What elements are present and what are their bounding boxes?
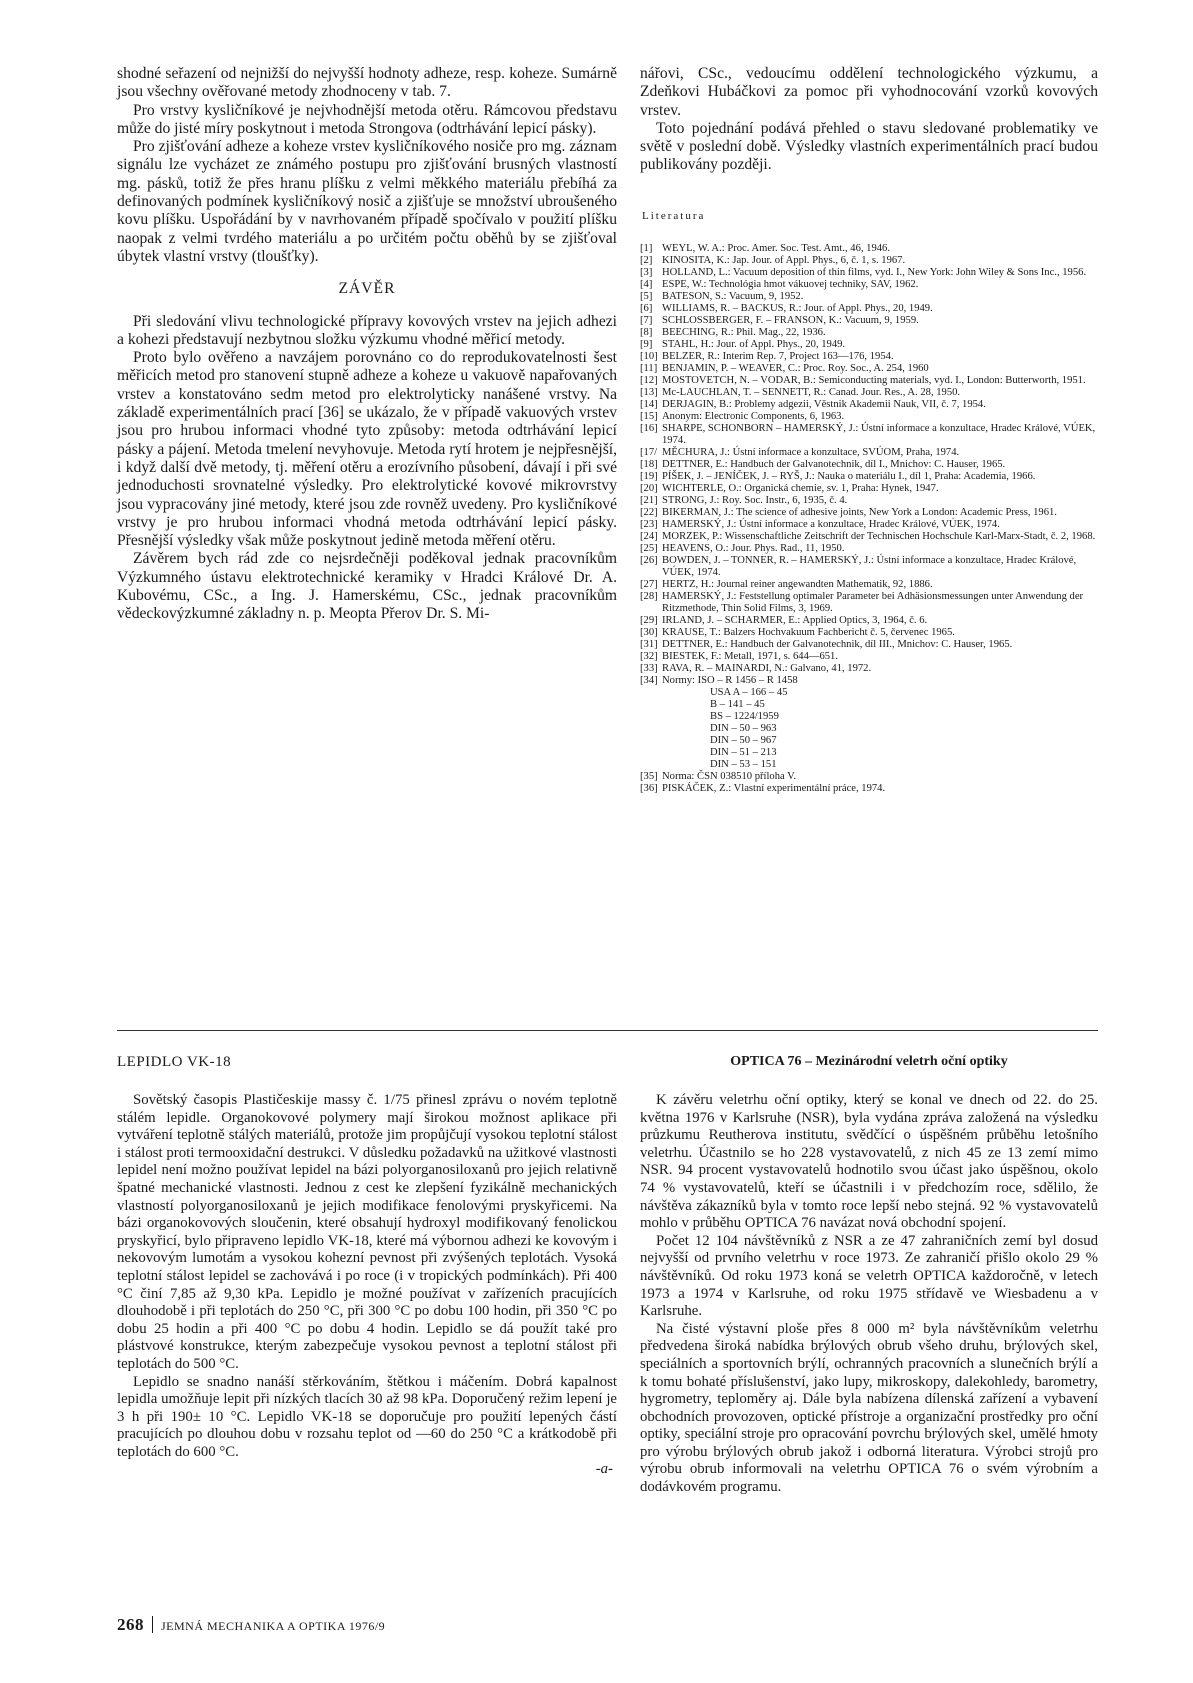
reference-item <box>640 483 1098 495</box>
reference-item <box>640 459 1098 471</box>
reference-item <box>640 651 1098 663</box>
reference-number: [17/ <box>640 447 658 459</box>
reference-item <box>640 411 1098 423</box>
reference-number: [14] <box>640 399 658 411</box>
reference-item <box>640 351 1098 363</box>
reference-number: [16] <box>640 423 658 435</box>
norm-entry: DIN – 50 – 967 <box>710 735 777 747</box>
reference-item <box>640 555 1098 579</box>
norm-entry: DIN – 50 – 963 <box>710 723 777 735</box>
reference-number: [29] <box>640 615 658 627</box>
reference-number: [32] <box>640 651 658 663</box>
reference-item <box>640 303 1098 315</box>
paragraph: Závěrem bych rád zde co nejsrdečněji poděkoval jednak pracovníkům Výzkumného ústavu elektrotechnické keramiky v Hradci Králové Dr. A. Kubovému, CSc., a Ing. J. Hamerskému, CSc., jednak pracovníkům vědeckovýzkumné základny n. p. Meopta Přerov Dr. S. Mi- <box>117 550 617 623</box>
reference-text: KRAUSE, T.: Balzers Hochvakuum Fachbericht č. 5, červenec 1965. <box>662 627 955 639</box>
reference-number: [30] <box>640 627 658 639</box>
reference-item <box>640 399 1098 411</box>
paragraph: K závěru veletrhu oční optiky, který se konal ve dnech od 22. do 25. května 1976 v Karlsruhe (NSR), byla vydána zpráva založená na výsledku průzkumu Reutherova institutu, svědčící o úspěšném průběhu letošního veletrhu. Účastnilo se ho 228 vystavovatelů, z nich 45 ze 13 zemí mimo NSR. 94 procent vystavovatelů hodnotilo svou účast jako úspěšnou, okolo 74 % vystavovatelů, kteří se účastnili i v předchozím roce, sdělilo, že návštěva zákazníků byla v tomto roce lepší nebo stejná. 92 % vystavovatelů mohlo v průběhu OPTICA 76 navázat nová obchodní spojení. <box>640 1092 1098 1232</box>
reference-text: HAMERSKÝ, J.: Ústní informace a konzultace, Hradec Králové, VÚEK, 1974. <box>662 519 1000 531</box>
reference-text: STRONG, J.: Roy. Soc. Instr., 6, 1935, č. 4. <box>662 495 848 507</box>
reference-item <box>640 375 1098 387</box>
reference-text: MĚCHURA, J.: Ústní informace a konzultace, SVÚOM, Praha, 1974. <box>662 447 960 459</box>
reference-text: Mc-LAUCHLAN, T. – SENNETT, R.: Canad. Jour. Res., A. 28, 1950. <box>662 387 961 399</box>
reference-number: [35] <box>640 771 658 783</box>
reference-text: BIKERMAN, J.: The science of adhesive joints, New York a London: Academic Press, 1961. <box>662 507 1057 519</box>
footer-divider <box>152 1616 153 1633</box>
reference-text: BELZER, R.: Interim Rep. 7, Project 163—176, 1954. <box>662 351 894 363</box>
reference-item <box>640 639 1098 651</box>
reference-number: [3] <box>640 267 653 279</box>
reference-item <box>640 615 1098 627</box>
author-signature: -a- <box>595 1461 613 1478</box>
reference-text: HERTZ, H.: Journal reiner angewandten Mathematik, 92, 1886. <box>662 579 933 591</box>
journal-name: JEMNÁ MECHANIKA A OPTIKA 1976/9 <box>161 1619 386 1633</box>
reference-text: PÍŠEK, J. – JENÍČEK, J. – RYŠ, J.: Nauka o materiálu I., díl 1, Praha: Academia, 1966. <box>662 471 1036 483</box>
reference-number: [18] <box>640 459 658 471</box>
paragraph: shodné seřazení od nejnižší do nejvyšší hodnoty adheze, resp. koheze. Sumárně jsou všechny ověřované metody zhodnoceny v tab. 7. <box>117 65 617 101</box>
reference-number: [19] <box>640 471 658 483</box>
paragraph: Proto bylo ověřeno a navzájem porovnáno co do reprodukovatelnosti šest měřicích metod pro stanovení stupně adheze a koheze u vakuově napařovaných vrstev a konstatováno sedm metod pro elektrolyticky nanášené vrstvy. Na základě experimentálních prací [36] se ukázalo, že v případě vakuových vrstev jsou pro hrubou informaci vhodné tyto způsoby: metoda odtrhávání lepicí pásky a pájení. Metoda tmelení nevyhovuje. Metoda rytí hrotem je nejpřesnější, i když další dvě metody, tj. měření otěru a erozívního působení, dávají i při své jednoduchosti srovnatelné výsledky. Pro elektrolytické kovové mikrovrstvy jsou vypracovány jiné metody, které jsou zde rovněž uvedeny. Pro kysličníkové vrstvy je pro hrubou informaci vhodná metoda odtrhávání lepicí pásky. Přesnější výsledky však může poskytnout jedině metoda měření otěru. <box>117 349 617 550</box>
norm-entry: B – 141 – 45 <box>710 699 765 711</box>
reference-text: SCHLOSSBERGER, F. – FRANSON, K.: Vacuum, 9, 1959. <box>662 315 919 327</box>
reference-text: SHARPE, SCHONBORN – HAMERSKÝ, J.: Ústní informace a konzultace, Hradec Králové, VÚEK, 1974. <box>662 423 1096 447</box>
reference-list <box>640 243 1098 795</box>
reference-item <box>640 267 1098 279</box>
reference-text: KINOSITA, K.: Jap. Jour. of Appl. Phys., 6, č. 1, s. 1967. <box>662 255 906 267</box>
reference-item <box>640 339 1098 351</box>
norm-entry: DIN – 51 – 213 <box>710 747 777 759</box>
reference-item <box>640 663 1098 675</box>
reference-text: HEAVENS, O.: Jour. Phys. Rad., 11, 1950. <box>662 543 845 555</box>
norm-entry: DIN – 53 – 151 <box>710 759 777 771</box>
reference-item <box>640 279 1098 291</box>
reference-text: BATESON, S.: Vacuum, 9, 1952. <box>662 291 804 303</box>
reference-item <box>640 315 1098 327</box>
reference-text: BENJAMIN, P. – WEAVER, C.: Proc. Roy. Soc., A. 254, 1960 <box>662 363 929 375</box>
paragraph: Pro zjišťování adheze a koheze vrstev kysličníkového nosiče pro mg. záznam signálu lze vycházet ze známého postupu pro zjišťování brusných vlastností mg. pásků, totiž že přes hranu plíšku z velmi měkkého materiálu přebíhá za definovaných podmínek kysličníkový nosič a zjišťuje se množství ubroušeného kovu plíšku. Uspořádání by v navrhovaném případě spočívalo v použití plíšku naopak z velmi tvrdého materiálu a po určitém počtu oběhů by se zjišťoval úbytek vlastní vrstvy (tloušťky). <box>117 138 617 265</box>
reference-text: STAHL, H.: Jour. of Appl. Phys., 20, 1949. <box>662 339 846 351</box>
reference-item <box>640 327 1098 339</box>
reference-number: [7] <box>640 315 653 327</box>
reference-text: DETTNER, E.: Handbuch der Galvanotechnik, díl III., Mnichov: C. Hauser, 1965. <box>662 639 1013 651</box>
reference-number: [11] <box>640 363 658 375</box>
reference-item <box>640 543 1098 555</box>
reference-text: DERJAGIN, B.: Problemy adgezii, Věstnik Akademii Nauk, VII, č. 7, 1954. <box>662 399 986 411</box>
reference-number: [4] <box>640 279 653 291</box>
reference-item <box>640 291 1098 303</box>
reference-text: HOLLAND, L.: Vacuum deposition of thin films, vyd. I., New York: John Wiley & Sons Inc., 1956. <box>662 267 1087 279</box>
reference-number: [33] <box>640 663 658 675</box>
paragraph: Pro vrstvy kysličníkové je nejvhodnější metoda otěru. Rámcovou představu může do jisté míry poskytnout i metoda Strongova (odtrhávání lepicí pásky). <box>117 101 617 137</box>
reference-number: [34] <box>640 675 658 687</box>
page-footer <box>117 1615 385 1635</box>
reference-number: [26] <box>640 555 658 567</box>
reference-number: [6] <box>640 303 653 315</box>
reference-text: MOSTOVETCH, N. – VODAR, B.: Semiconducting materials, vyd. I., London: Butterworth, 1951. <box>662 375 1086 387</box>
literature-heading: Literatura <box>642 209 706 222</box>
paragraph: Počet 12 104 návštěvníků z NSR a ze 47 zahraničních zemí byl dosud nejvyšší od prvního veletrhu v roce 1973. Ze zahraničí přišlo okolo 29 % návštěvníků. Od roku 1973 koná se veletrh OPTICA každoročně, v letech 1973 a 1974 v Karlsruhe, od roku 1975 střídavě ve Wiesbadenu a v Karlsruhe. <box>640 1232 1098 1320</box>
article-lepidlo <box>117 1092 617 1479</box>
reference-number: [12] <box>640 375 658 387</box>
reference-text: RAVA, R. – MAINARDI, N.: Galvano, 41, 1972. <box>662 663 872 675</box>
reference-item <box>640 243 1098 255</box>
reference-number: [13] <box>640 387 658 399</box>
references-column <box>640 65 1098 795</box>
reference-item <box>640 771 1098 783</box>
reference-number: [15] <box>640 411 658 423</box>
reference-text: HAMERSKÝ, J.: Feststellung optimaler Parameter bei Adhäsionsmessungen unter Anwendung der Ritzmethode, Thin Solid Films, 3, 1969. <box>662 591 1084 615</box>
reference-item <box>640 363 1098 375</box>
reference-text: PISKÁČEK, Z.: Vlastní experimentální práce, 1974. <box>662 783 886 795</box>
norm-entry: USA A – 166 – 45 <box>710 687 788 699</box>
reference-item <box>640 579 1098 591</box>
reference-text: WICHTERLE, O.: Organická chemie, sv. 1, Praha: Hynek, 1947. <box>662 483 939 495</box>
reference-item <box>640 507 1098 519</box>
reference-number: [10] <box>640 351 658 363</box>
article-optica <box>640 1092 1098 1497</box>
reference-number: [25] <box>640 543 658 555</box>
paragraph: nářovi, CSc., vedoucímu oddělení technologického výzkumu, a Zdeňkovi Hubáčkovi za pomoc při vyhodnocování vzorků kovových vrstev. <box>640 65 1098 119</box>
paragraph: Při sledování vlivu technologické přípravy kovových vrstev na jejich adhezi a kohezi představují nezbytnou složku výzkumu vhodné měřicí metody. <box>117 312 617 348</box>
reference-item <box>640 783 1098 795</box>
reference-text: Normy: ISO – R 1456 – R 1458 <box>662 675 798 687</box>
reference-text: Norma: ČSN 038510 příloha V. <box>662 771 797 783</box>
reference-item <box>640 591 1098 615</box>
reference-item <box>640 471 1098 483</box>
reference-text: WILLIAMS, R. – BACKUS, R.: Jour. of Appl. Phys., 20, 1949. <box>662 303 933 315</box>
reference-item <box>640 423 1098 447</box>
reference-text: DETTNER, E.: Handbuch der Galvanotechnik, díl I., Mnichov: C. Hauser, 1965. <box>662 459 1006 471</box>
paragraph: Na čisté výstavní ploše přes 8 000 m² byla návštěvníkům veletrhu předvedena široká nabídka brýlových obrub všeho druhu, brýlových skel, speciálních a sportovních brýlí, ochranných pracovních a slunečních brýlí a k tomu bohaté příslušenství, jako lupy, mikroskopy, dalekohledy, barometry, hygrometry, teploměry aj. Dále byla nabízena dílenská zařízení a vybavení obchodních provozoven, optické přístroje a organizační prostředky pro oční optiky, speciální stroje pro opracování povrchu brýlových skel, umělé hmoty pro výrobu brýlových obrub jakož i odborná literatura. Výrobci strojů pro výrobu obrub informovali na veletrhu OPTICA 76 o svém výrobním a dodávkovém programu. <box>640 1320 1098 1496</box>
reference-number: [27] <box>640 579 658 591</box>
reference-text: MORZEK, P.: Wissenschaftliche Zeitschrift der Technischen Hochschule Karl-Marx-Stadt, č. 2, 1968. <box>662 531 1096 543</box>
reference-text: BOWDEN, J. – TONNER, R. – HAMERSKÝ, J.: Ústní informace a konzultace, Hradec Králové, VÚEK, 1974. <box>662 555 1077 579</box>
section-divider <box>117 1030 1098 1031</box>
reference-number: [8] <box>640 327 653 339</box>
conclusion-column <box>117 65 617 624</box>
reference-item <box>640 627 1098 639</box>
reference-number: [9] <box>640 339 653 351</box>
reference-number: [2] <box>640 255 653 267</box>
reference-number: [22] <box>640 507 658 519</box>
section-heading-zaver: ZÁVĚR <box>338 280 396 298</box>
reference-item <box>640 447 1098 459</box>
reference-item <box>640 519 1098 531</box>
reference-text: WEYL, W. A.: Proc. Amer. Soc. Test. Amt., 46, 1946. <box>662 243 891 255</box>
page-number: 268 <box>117 1615 144 1634</box>
reference-number: [1] <box>640 243 653 255</box>
reference-number: [36] <box>640 783 658 795</box>
paragraph: Sovětský časopis Plastičeskije massy č. 1/75 přinesl zprávu o novém teplotně stálém lepidle. Organokovové polymery mají širokou možnost aplikace při vytváření teplotně stálých materiálů, protože jim propůjčují vysokou teplotní stálost i stálost proti termooxidační destrukci. V důsledku požadavků na užitkové vlastnosti lepidel není možno používat lepidel na bázi polyorganosiloxanů pro jejich relativně špatné mechanické vlastnosti. Jednou z cest ke zlepšení fyzikálně mechanických vlastností polyorganosiloxanů je jejich modifikace fenolovými pryskyřicemi. Na bázi organokovových sloučenin, které obsahují hydroxyl modifikovaný fenolickou pryskyřicí, bylo připraveno lepidlo VK-18, které má výbornou adhezi ke kovovým i nekovovým lumotám a vysokou kohezní pevnost při zvýšených teplotách. Vysoká teplotní stálost lepidel se zachovává i po roce (i v tropických podmínkách). Při 400 °C činí 7,85 až 9,30 kPa. Lepidlo je možné používat v zařízeních pracujících dlouhodobě i při teplotách do 250 °C, při 300 °C po dobu 100 hodin, při 350 °C po dobu 25 hodin a při 400 °C po dobu 4 hodin. Lepidlo se dá použít také pro plástvové konstrukce, kterým zabezpečuje vysokou pevnost a teplotní stálost při teplotách do 500 °C. <box>117 1092 617 1372</box>
paragraph: Toto pojednání podává přehled o stavu sledované problematiky ve světě v poslední době. Výsledky vlastních experimentálních prací budou publikovány později. <box>640 119 1098 174</box>
paragraph: Lepidlo se snadno nanáší stěrkováním, štětkou i máčením. Dobrá kapalnost lepidla umožňuje lepit při nízkých tlacích 30 až 98 kPa. Doporučený režim lepení je 3 h při 190± 10 °C. Lepidlo VK-18 se doporučuje pro použití lepených částí pracujících po dlouhou dobu v rozsahu teplot od —60 do 250 °C a krátkodobě při teplotách do 600 °C. <box>117 1373 617 1460</box>
reference-number: [5] <box>640 291 653 303</box>
reference-item <box>640 387 1098 399</box>
reference-text: IRLAND, J. – SCHARMER, E.: Applied Optics, 3, 1964, č. 6. <box>662 615 928 627</box>
reference-item <box>640 495 1098 507</box>
reference-text: Anonym: Electronic Components, 6, 1963. <box>662 411 845 423</box>
reference-text: ESPE, W.: Technológia hmot vákuovej techniky, SAV, 1962. <box>662 279 919 291</box>
reference-number: [31] <box>640 639 658 651</box>
article-title-optica: OPTICA 76 – Mezinárodní veletrh oční optiky <box>730 1054 1008 1069</box>
reference-number: [28] <box>640 591 658 603</box>
reference-item <box>640 255 1098 267</box>
reference-text: BEECHING, R.: Phil. Mag., 22, 1936. <box>662 327 826 339</box>
article-title-lepidlo: LEPIDLO VK-18 <box>117 1054 232 1070</box>
reference-text: BIESTEK, F.: Metall, 1971, s. 644—651. <box>662 651 839 663</box>
reference-number: [23] <box>640 519 658 531</box>
reference-number: [24] <box>640 531 658 543</box>
reference-item <box>640 531 1098 543</box>
reference-number: [20] <box>640 483 658 495</box>
reference-number: [21] <box>640 495 658 507</box>
reference-item <box>640 675 1098 687</box>
norm-entry: BS – 1224/1959 <box>710 711 779 723</box>
